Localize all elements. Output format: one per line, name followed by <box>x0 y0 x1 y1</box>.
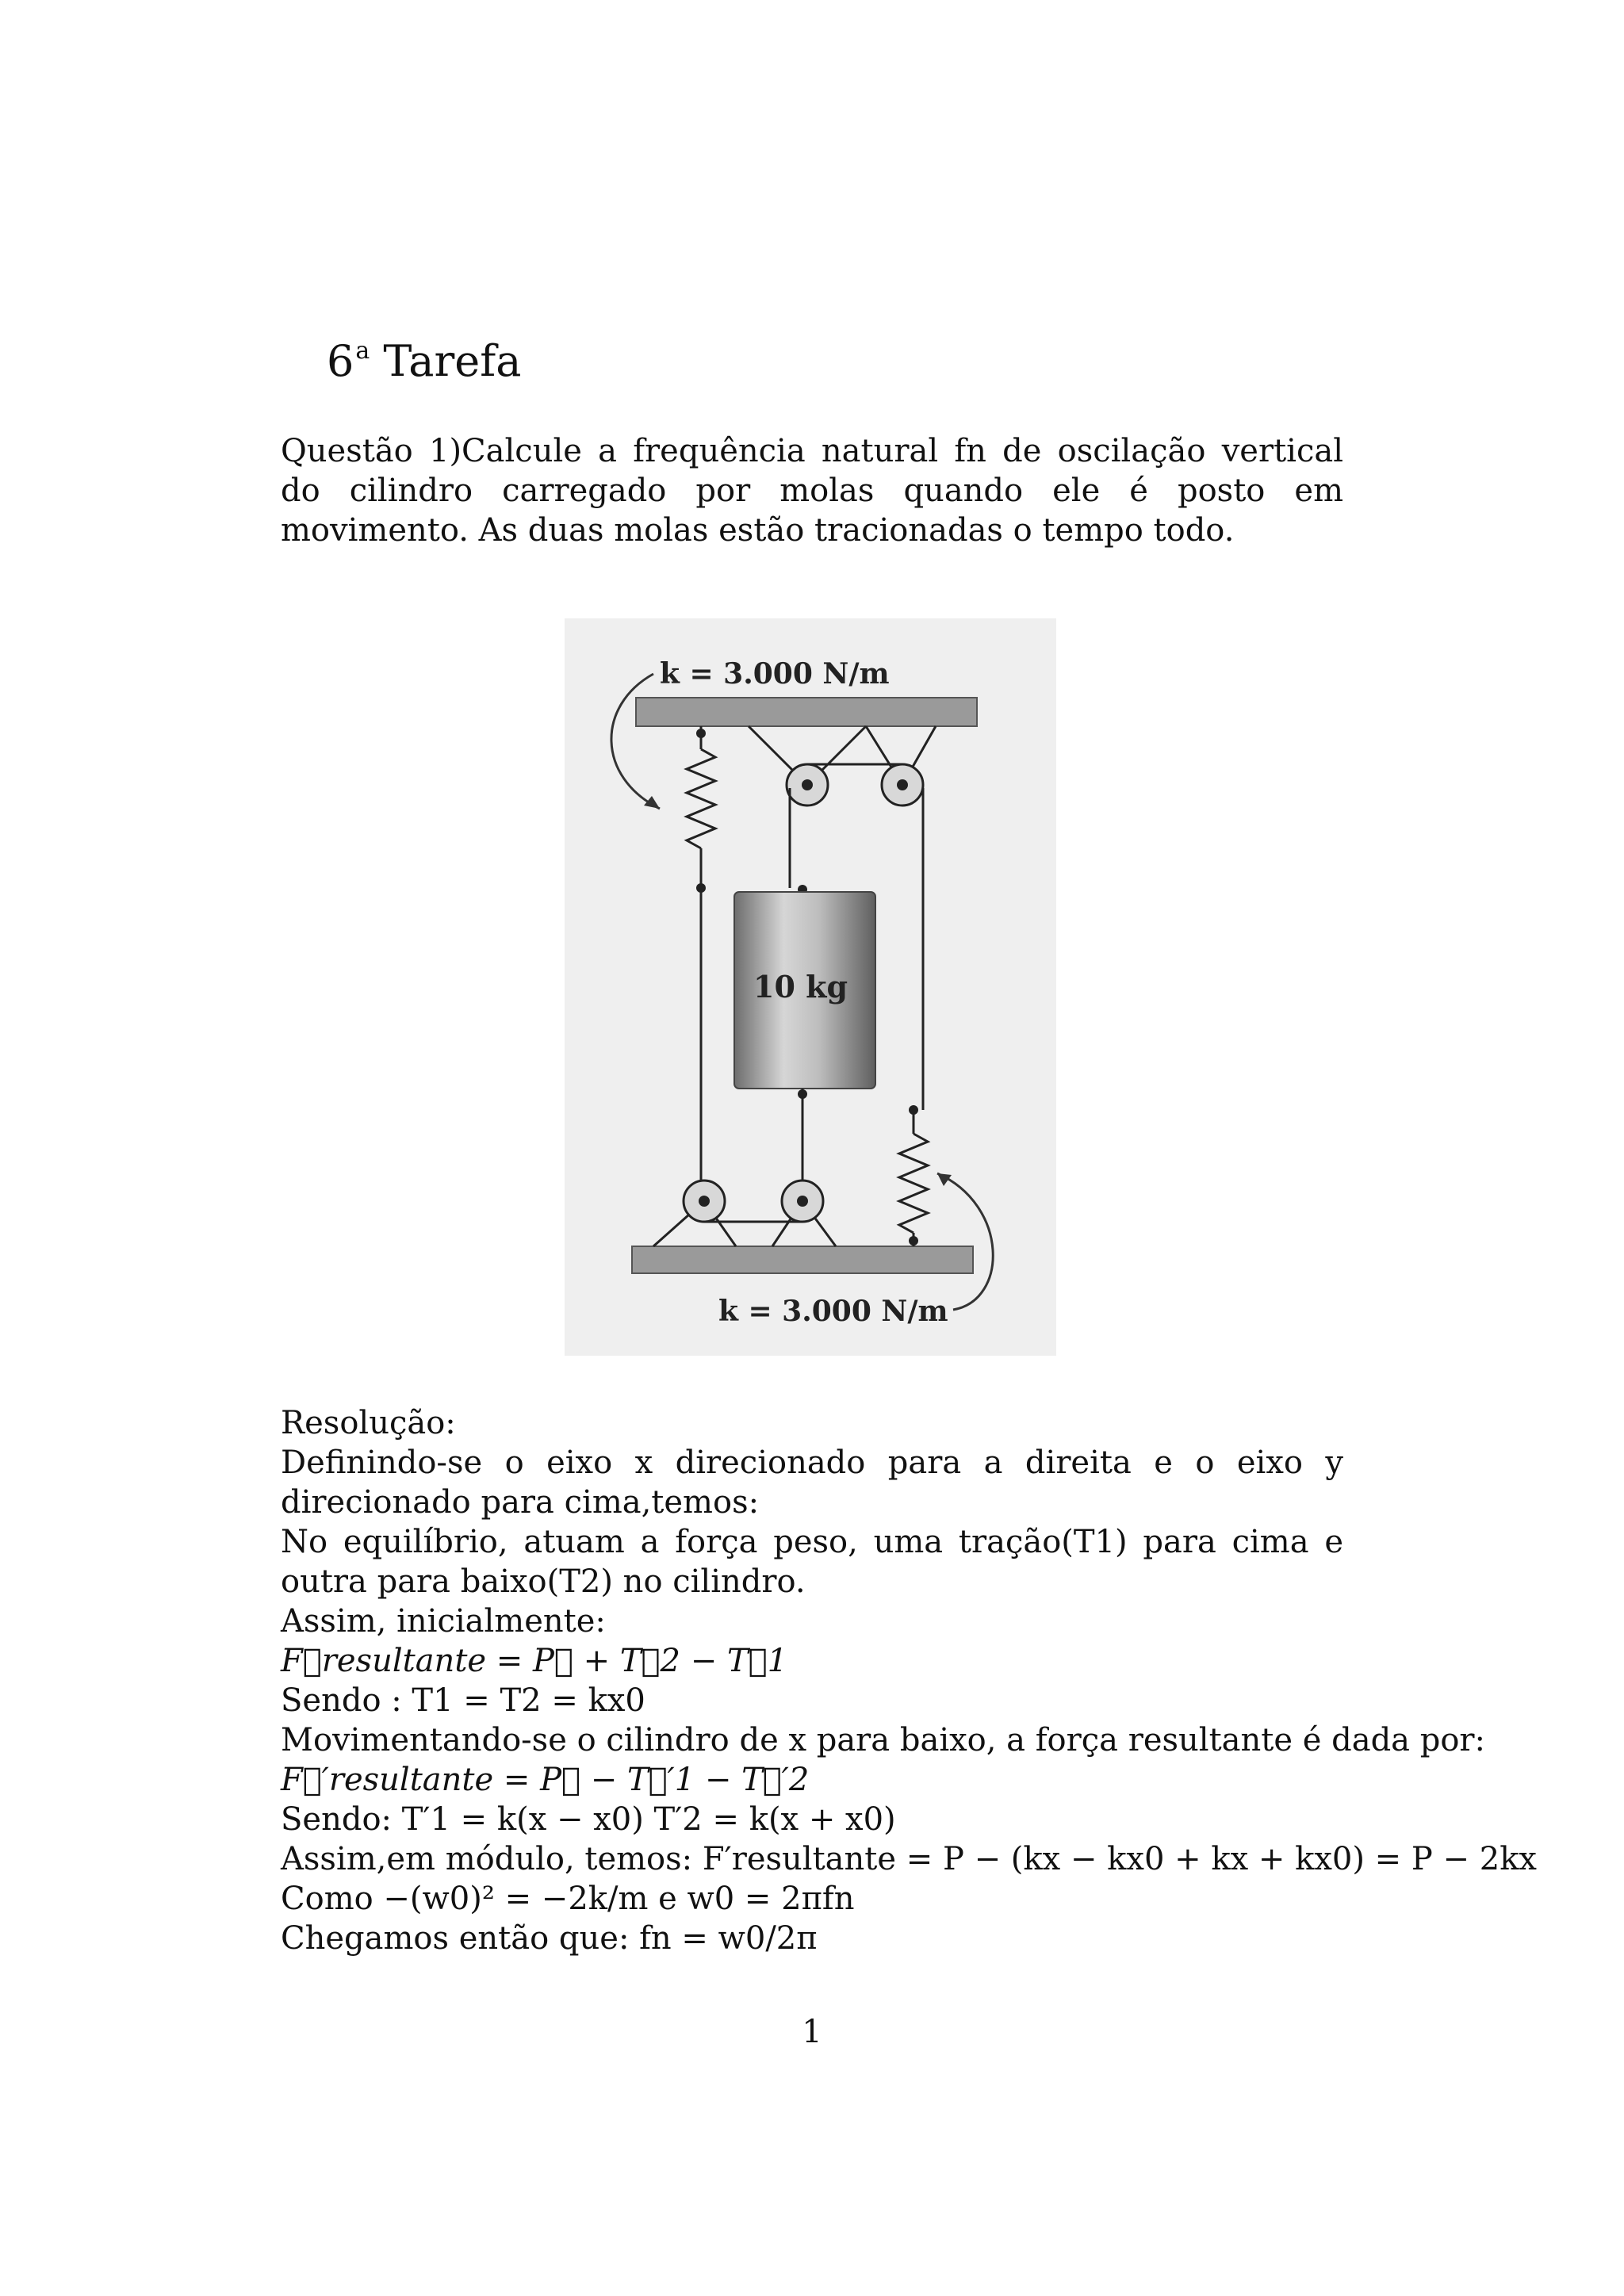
equation-2: Sendo : T1 = T2 = kx0 <box>281 1682 645 1719</box>
bottom-support <box>632 1246 973 1273</box>
equation-4: Sendo: T′1 = k(x − x0) T′2 = k(x + x0) <box>281 1801 896 1838</box>
bottom-pulleys <box>653 1181 836 1246</box>
top-spring <box>687 726 715 896</box>
top-support <box>636 698 977 726</box>
equation-6: Como −(w0)² = −2k/m e w0 = 2πfn <box>281 1881 855 1917</box>
equation-1: F⃗resultante = P⃗ + T⃗2 − T⃗1 <box>281 1643 788 1679</box>
bottom-spring-label: k = 3.000 N/m <box>718 1295 948 1328</box>
solution-section <box>281 1403 1537 1958</box>
spring-cylinder-figure <box>565 618 1056 1356</box>
solution-line-1: Definindo-se o eixo x direcionado para a direita e o eixo y direcionado para cima,temos: <box>281 1445 1343 1521</box>
solution-line-4: Movimentando-se o cilindro de x para baixo, a força resultante é dada por: <box>281 1722 1486 1758</box>
solution-heading: Resolução: <box>281 1405 456 1441</box>
top-spring-label: k = 3.000 N/m <box>660 657 890 691</box>
equation-5: Assim,em módulo, temos: F′resultante = P − (kx − kx0 + kx + kx0) = P − 2kx <box>281 1841 1537 1877</box>
solution-line-2: No equilíbrio, atuam a força peso, uma tração(T1) para cima e outra para baixo(T2) no cilindro. <box>281 1524 1343 1600</box>
equation-7: Chegamos então que: fn = w0/2π <box>281 1920 818 1957</box>
solution-line-3: Assim, inicialmente: <box>281 1603 606 1640</box>
question-text: Questão 1)Calcule a frequência natural fn de oscilação vertical do cilindro carregado por molas quando ele é posto em movimento. As duas molas estão tracionadas o tempo todo. <box>281 433 1343 549</box>
page-number: 1 <box>802 2014 822 2050</box>
page-title: 6$^a$ Tarefa <box>327 336 522 386</box>
mass-label: 10 kg <box>753 969 848 1004</box>
equation-3: F⃗′resultante = P⃗ − T⃗′1 − T⃗′2 <box>281 1762 810 1798</box>
bottom-spring <box>899 1105 928 1246</box>
